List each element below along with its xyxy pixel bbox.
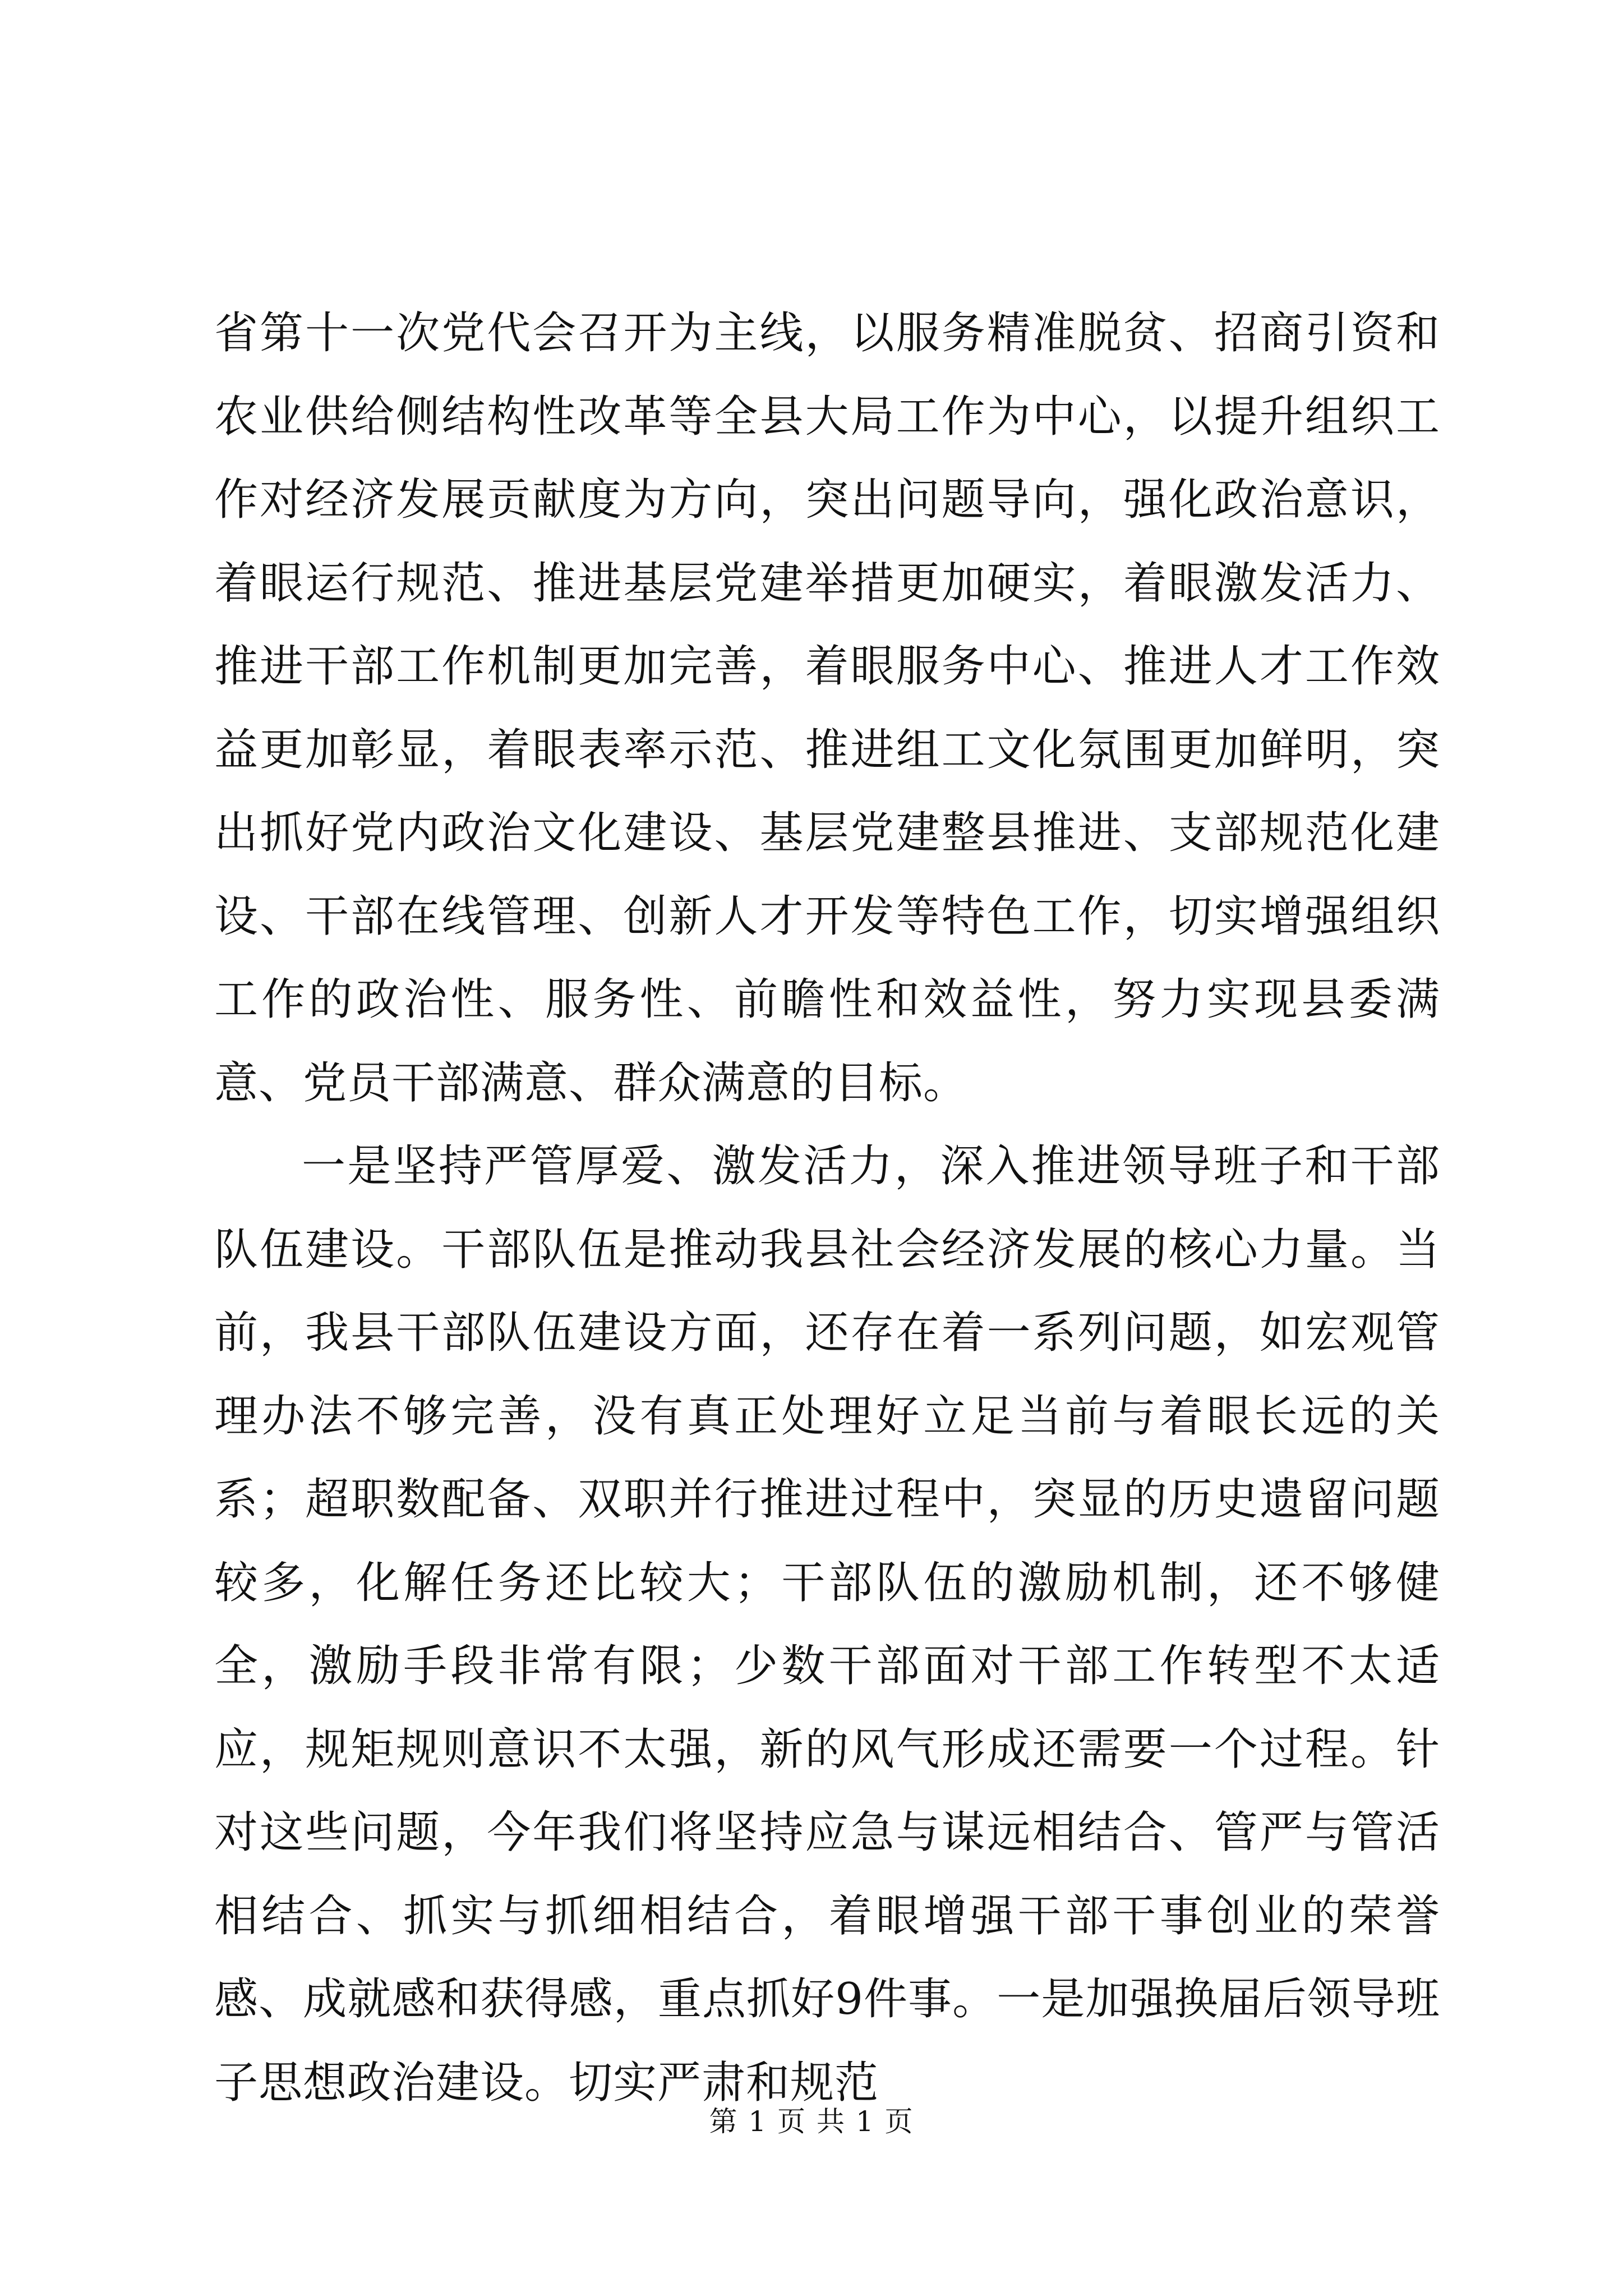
paragraph-intro: 省第十一次党代会召开为主线，以服务精准脱贫、招商引资和农业供给侧结构性改革等全县大局工作为中心，以提升组织工作对经济发展贡献度为方向，突出问题导向，强化政治意识，着眼运行规范、推进基层党建举措更加硬实，着眼激发活力、推进干部工作机制更加完善，着眼服务中心、推进人才工作效益更加彰显，着眼表率示范、推进组工文化氛围更加鲜明，突出抓好党内政治文化建设、基层党建整县推进、支部规范化建设、干部在线管理、创新人才开发等特色工作，切实增强组织工作的政治性、服务性、前瞻性和效益性，努力实现县委满意、党员干部满意、群众满意的目标。 — [214, 308, 1440, 1108]
document-body — [214, 292, 1440, 2124]
page-footer: 第 1 页 共 1 页 — [709, 2105, 914, 2138]
paragraph-cadre-building: 一是坚持严管厚爱、激发活力，深入推进领导班子和干部队伍建设。干部队伍是推动我县社会经济发展的核心力量。当前，我县干部队伍建设方面，还存在着一系列问题，如宏观管理办法不够完善，没有真正处理好立足当前与着眼长远的关系；超职数配备、双职并行推进过程中，突显的历史遗留问题较多，化解任务还比较大；干部队伍的激励机制，还不够健全，激励手段非常有限；少数干部面对干部工作转型不太适应，规矩规则意识不太强，新的风气形成还需要一个过程。针对这些问题，今年我们将坚持应急与谋远相结合、管严与管活相结合、抓实与抓细相结合，着眼增强干部干事创业的荣誉感、成就感和获得感，重点抓好9件事。一是加强换届后领导班子思想政治建设。切实严肃和规范 — [214, 1141, 1440, 2108]
